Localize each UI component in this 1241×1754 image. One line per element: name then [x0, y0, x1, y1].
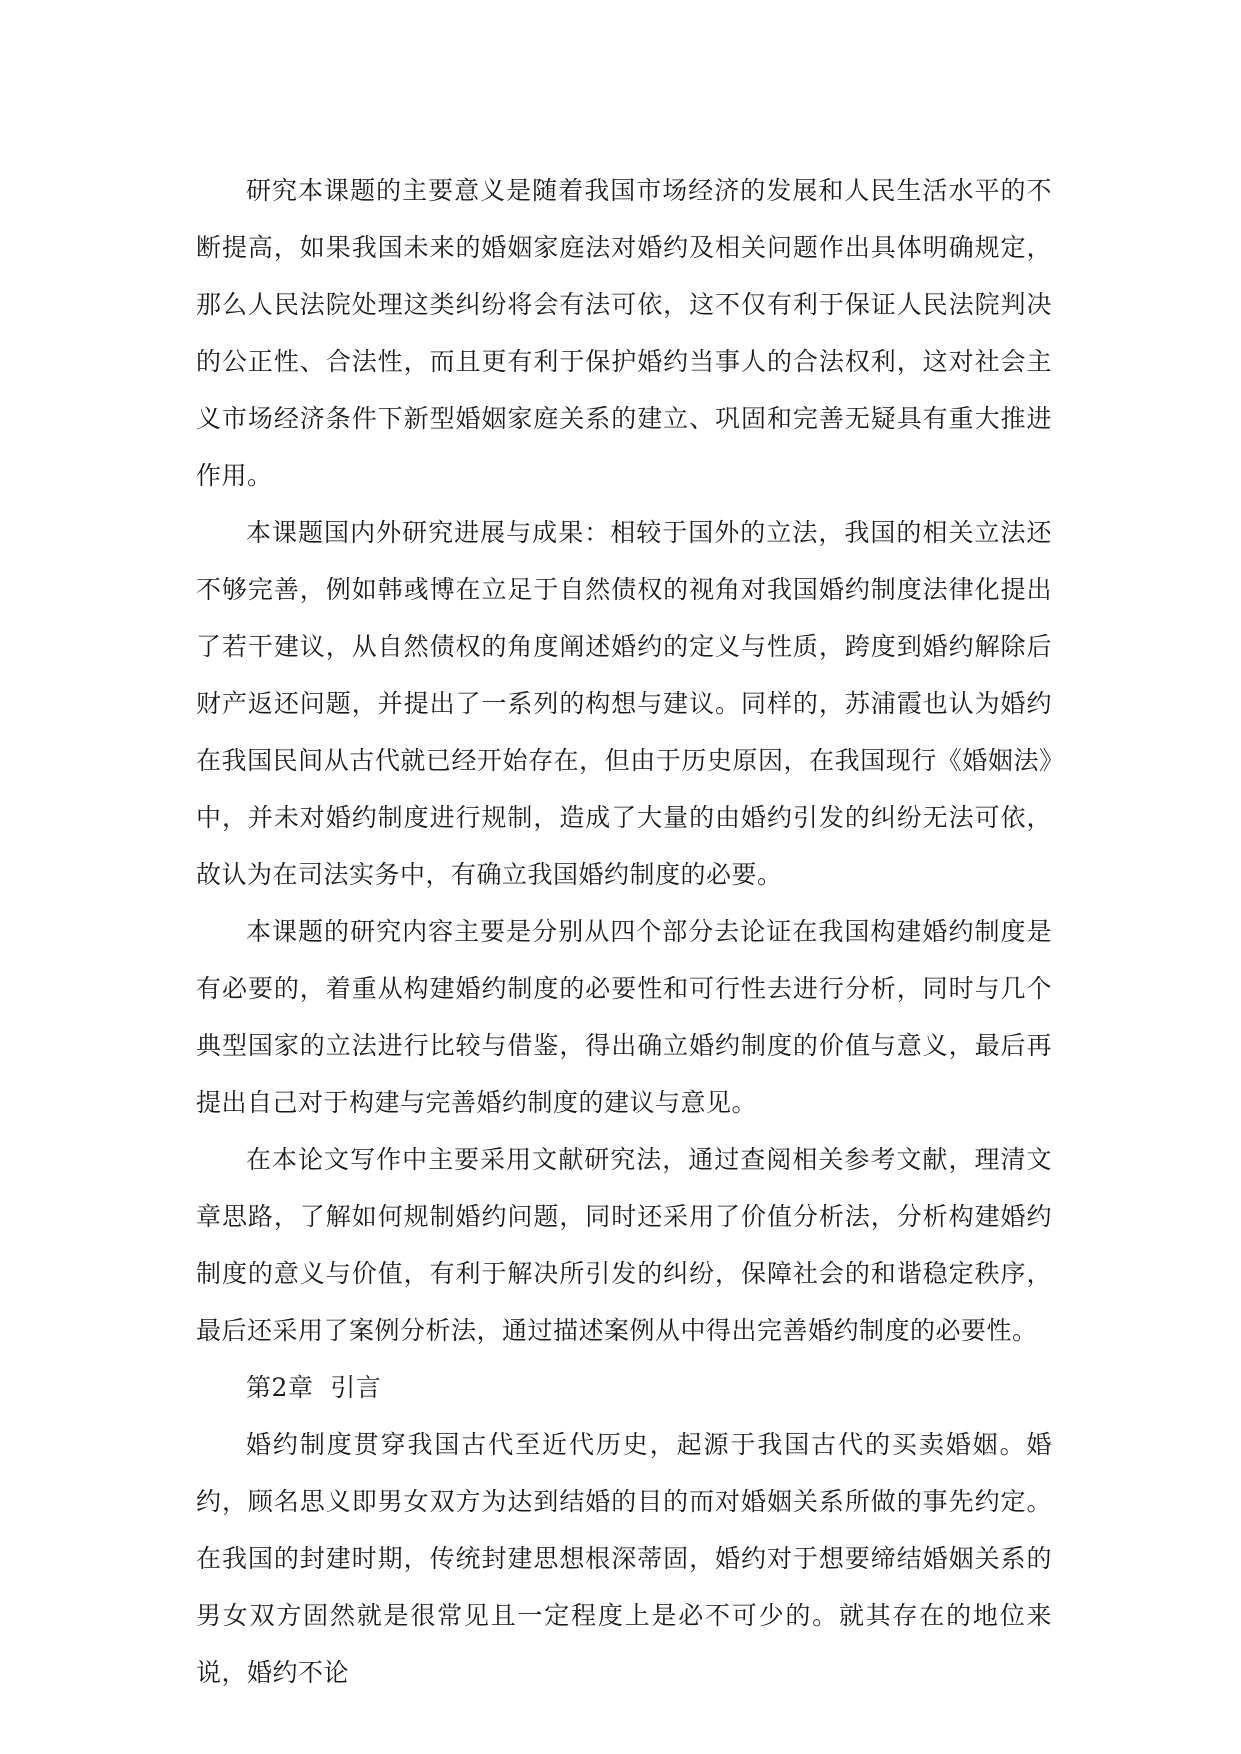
paragraph-research-progress: 本课题国内外研究进展与成果：相较于国外的立法，我国的相关立法还不够完善，例如韩彧博在立足于自然债权的视角对我国婚约制度法律化提出了若干建议，从自然债权的角度阐述婚约的定义与性质，跨度到婚约解除后财产返还问题，并提出了一系列的构想与建议。同样的，苏浦霞也认为婚约在我国民间从古代就已经开始存在，但由于历史原因，在我国现行《婚姻法》中，并未对婚约制度进行规制，造成了大量的由婚约引发的纠纷无法可依，故认为在司法实务中，有确立我国婚约制度的必要。	[196, 518, 1052, 889]
paragraph-introduction: 婚约制度贯穿我国古代至近代历史，起源于我国古代的买卖婚姻。婚约，顾名思义即男女双方为达到结婚的目的而对婚姻关系所做的事先约定。在我国的封建时期，传统封建思想根深蒂固，婚约对于想要缔结婚姻关系的男女双方固然就是很常见且一定程度上是必不可少的。就其存在的地位来说，婚约不论	[196, 1430, 1052, 1687]
paragraph-significance: 研究本课题的主要意义是随着我国市场经济的发展和人民生活水平的不断提高，如果我国未来的婚姻家庭法对婚约及相关问题作出具体明确规定，那么人民法院处理这类纠纷将会有法可依，这不仅有利于保证人民法院判决的公正性、合法性，而且更有利于保护婚约当事人的合法权利，这对社会主义市场经济条件下新型婚姻家庭关系的建立、巩固和完善无疑具有重大推进作用。	[196, 176, 1052, 490]
document-body	[196, 162, 1052, 1701]
chapter-heading: 第2章 引言	[246, 1373, 382, 1402]
paragraph-research-content: 本课题的研究内容主要是分别从四个部分去论证在我国构建婚约制度是有必要的，着重从构建婚约制度的必要性和可行性去进行分析，同时与几个典型国家的立法进行比较与借鉴，得出确立婚约制度的价值与意义，最后再提出自己对于构建与完善婚约制度的建议与意见。	[196, 917, 1052, 1117]
paragraph-research-methods: 在本论文写作中主要采用文献研究法，通过查阅相关参考文献，理清文章思路，了解如何规制婚约问题，同时还采用了价值分析法，分析构建婚约制度的意义与价值，有利于解决所引发的纠纷，保障社会的和谐稳定秩序，最后还采用了案例分析法，通过描述案例从中得出完善婚约制度的必要性。	[196, 1145, 1052, 1345]
